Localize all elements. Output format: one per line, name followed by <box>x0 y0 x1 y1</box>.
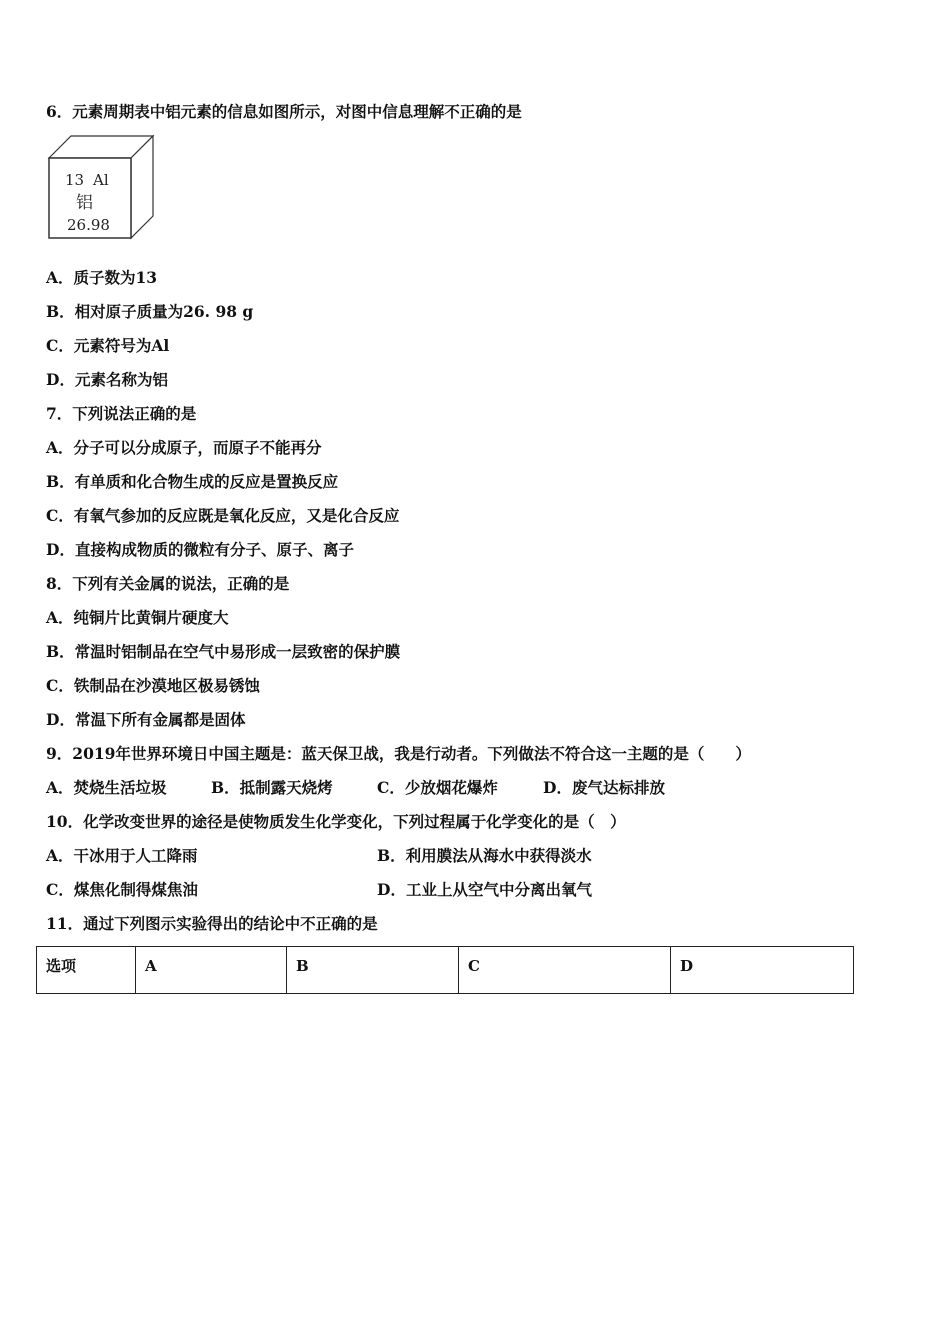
question-6-stem: 6．元素周期表中铝元素的信息如图所示，对图中信息理解不正确的是 <box>46 102 522 121</box>
question-9-stem: 9．2019年世界环境日中国主题是：蓝天保卫战，我是行动者。下列做法不符合这一主题的是（ ） <box>46 744 751 763</box>
question-8-option-c: C．铁制品在沙漠地区极易锈蚀 <box>46 676 260 695</box>
question-9-option-b: B．抵制露天烧烤 <box>211 778 333 797</box>
question-8-option-b: B．常温时铝制品在空气中易形成一层致密的保护膜 <box>46 642 401 661</box>
question-10-stem: 10．化学改变世界的途径是使物质发生化学变化，下列过程属于化学变化的是（ ） <box>46 812 626 831</box>
question-6-option-a: A．质子数为13 <box>46 268 158 287</box>
question-9-option-c: C．少放烟花爆炸 <box>377 778 498 797</box>
aluminum-element-tile <box>47 134 155 240</box>
question-8-option-d: D．常温下所有金属都是固体 <box>46 710 246 729</box>
question-10-option-d: D．工业上从空气中分离出氧气 <box>377 880 592 899</box>
question-6-option-d: D．元素名称为铝 <box>46 370 168 389</box>
question-6-option-c: C．元素符号为Al <box>46 336 170 355</box>
tile-atomic-mass: 26.98 <box>67 216 110 234</box>
question-7-option-d: D．直接构成物质的微粒有分子、原子、离子 <box>46 540 354 559</box>
table-header-cell: 选项 <box>37 947 136 994</box>
question-7-option-c: C．有氧气参加的反应既是氧化反应，又是化合反应 <box>46 506 400 525</box>
table-cell-a: A <box>136 947 287 994</box>
table-cell-d: D <box>671 947 854 994</box>
question-6-option-b: B．相对原子质量为26. 98 g <box>46 302 254 321</box>
tile-atomic-number: 13 <box>65 171 85 189</box>
table-cell-c: C <box>459 947 671 994</box>
question-10-option-b: B．利用膜法从海水中获得淡水 <box>377 846 592 865</box>
question-9-option-a: A．焚烧生活垃圾 <box>46 778 167 797</box>
tile-symbol: Al <box>93 171 109 189</box>
question-8-stem: 8．下列有关金属的说法，正确的是 <box>46 574 290 593</box>
question-10-option-a: A．干冰用于人工降雨 <box>46 846 198 865</box>
table-cell-b: B <box>287 947 459 994</box>
table-row <box>37 947 854 994</box>
question-10-option-c: C．煤焦化制得煤焦油 <box>46 880 198 899</box>
question-7-stem: 7．下列说法正确的是 <box>46 404 197 423</box>
question-11-stem: 11．通过下列图示实验得出的结论中不正确的是 <box>46 914 378 933</box>
question-9-option-d: D．废气达标排放 <box>543 778 665 797</box>
question-8-option-a: A．纯铜片比黄铜片硬度大 <box>46 608 229 627</box>
question-7-option-a: A．分子可以分成原子，而原子不能再分 <box>46 438 322 457</box>
question-7-option-b: B．有单质和化合物生成的反应是置换反应 <box>46 472 339 491</box>
question-11-options-table <box>36 946 854 994</box>
tile-element-name: 铝 <box>76 193 93 213</box>
